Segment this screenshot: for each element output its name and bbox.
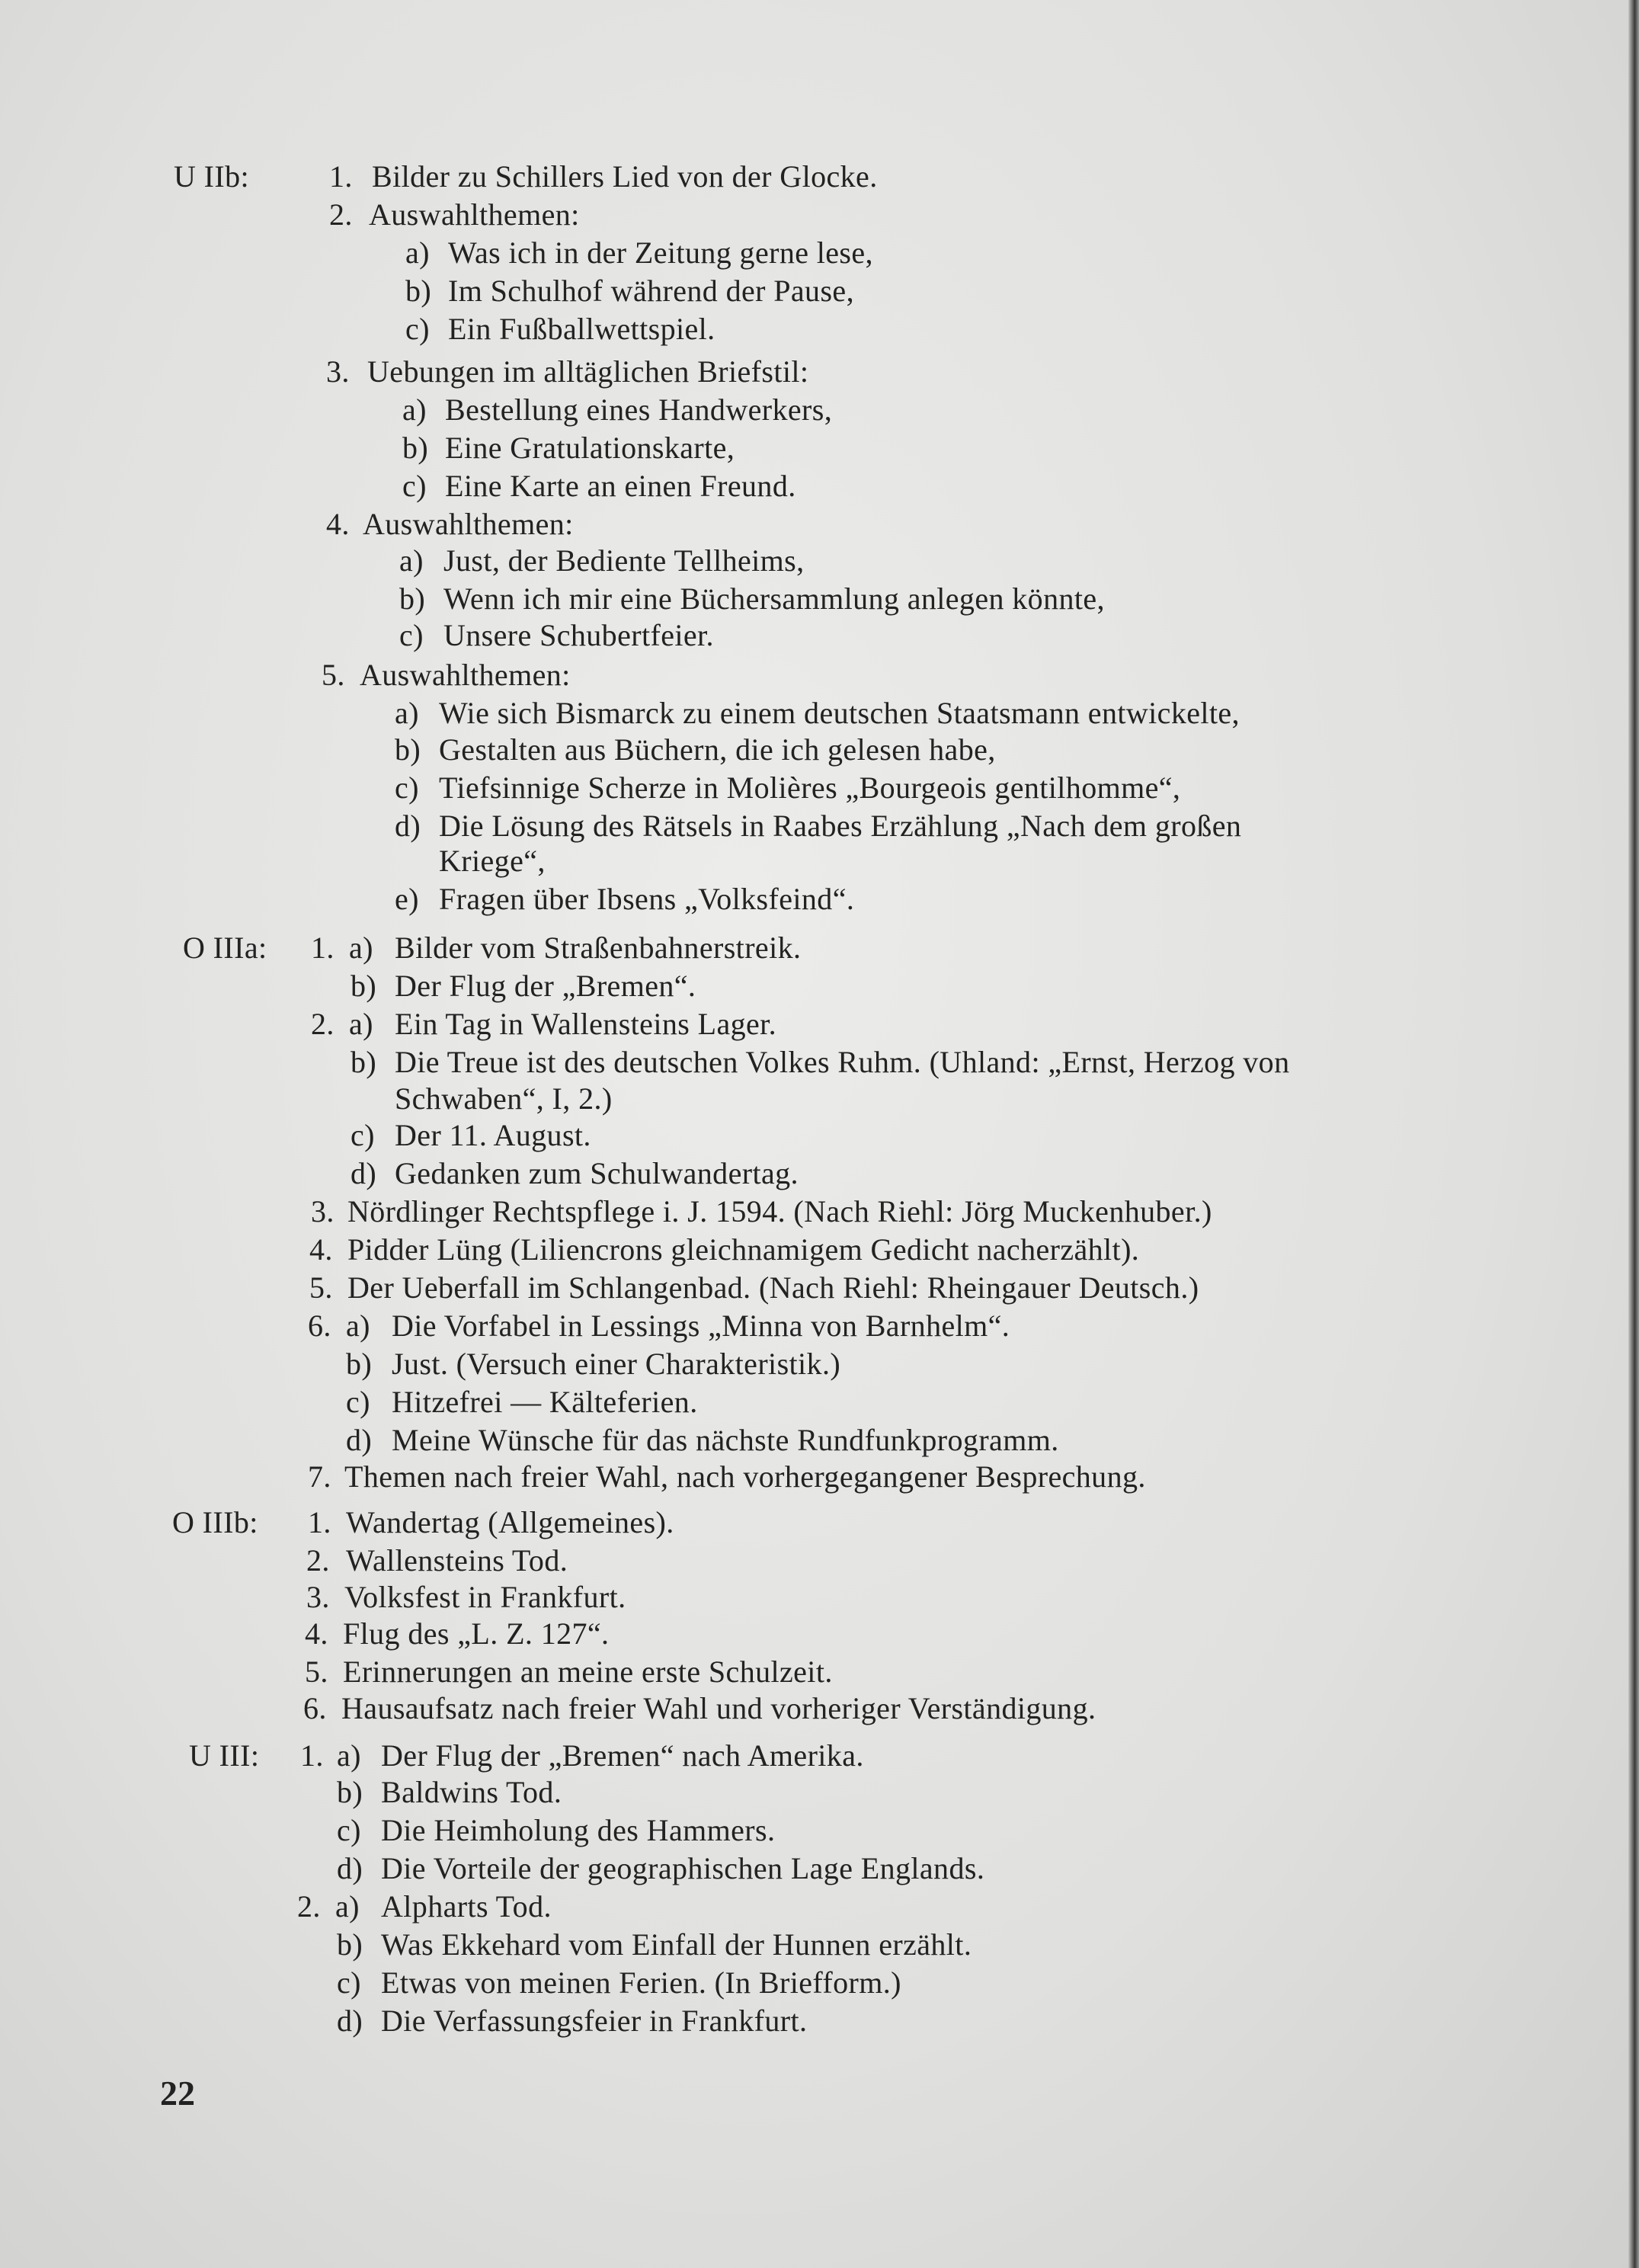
item-letter: d) <box>337 2004 363 2038</box>
class-label: U IIb: <box>174 159 250 194</box>
class-label: O IIIa: <box>183 931 267 965</box>
item-letter: b) <box>399 581 426 616</box>
item-text: Der Ueberfall im Schlangenbad. (Nach Riehl: Rheingauer Deutsch.) <box>347 1270 1199 1305</box>
item-text: Just, der Bediente Tellheims, <box>443 543 805 578</box>
item-letter: a) <box>335 1889 360 1924</box>
item-text: Wallensteins Tod. <box>346 1543 568 1578</box>
item-text: Der Flug der „Bremen“. <box>395 969 696 1003</box>
item-letter: c) <box>405 312 430 346</box>
item-letter: a) <box>405 235 430 270</box>
item-text: Baldwins Tod. <box>381 1775 562 1809</box>
item-number: 3. <box>311 1194 335 1228</box>
book-spine-shadow <box>1628 0 1639 2268</box>
item-number: 2. <box>329 197 353 232</box>
item-text: Die Vorteile der geographischen Lage Englands. <box>381 1851 985 1885</box>
item-text: Der Flug der „Bremen“ nach Amerika. <box>381 1738 864 1773</box>
class-label: O IIIb: <box>172 1505 258 1539</box>
item-text: Themen nach freier Wahl, nach vorhergegangener Besprechung. <box>344 1459 1146 1494</box>
item-number: 1. <box>311 931 335 965</box>
item-number: 1. <box>300 1738 324 1773</box>
item-text: Die Vorfabel in Lessings „Minna von Barnhelm“. <box>392 1309 1010 1343</box>
item-text: Die Treue ist des deutschen Volkes Ruhm. (Uhland: „Ernst, Herzog von <box>395 1045 1290 1079</box>
item-text: Fragen über Ibsens „Volksfeind“. <box>439 882 855 916</box>
item-letter: c) <box>402 469 427 503</box>
item-number: 4. <box>309 1232 333 1267</box>
item-text: Wie sich Bismarck zu einem deutschen Staatsmann entwickelte, <box>439 696 1240 730</box>
item-letter: a) <box>349 931 373 965</box>
item-text: Bilder vom Straßenbahnerstreik. <box>395 931 802 965</box>
item-letter: c) <box>337 1965 361 2000</box>
item-text: Eine Karte an einen Freund. <box>445 469 796 503</box>
item-text: Was Ekkehard vom Einfall der Hunnen erzählt. <box>381 1927 972 1962</box>
item-text: Uebungen im alltäglichen Briefstil: <box>367 354 809 389</box>
item-text: Gedanken zum Schulwandertag. <box>395 1156 799 1190</box>
item-number: 2. <box>306 1543 330 1578</box>
item-number: 2. <box>297 1889 321 1924</box>
item-text: Die Verfassungsfeier in Frankfurt. <box>381 2004 808 2038</box>
item-text: Auswahlthemen: <box>363 507 574 541</box>
item-text: Im Schulhof während der Pause, <box>448 274 854 308</box>
item-letter: d) <box>346 1423 373 1457</box>
item-text: Erinnerungen an meine erste Schulzeit. <box>343 1655 833 1689</box>
item-text: Wenn ich mir eine Büchersammlung anlegen könnte, <box>443 581 1105 616</box>
item-number: 1. <box>329 159 353 194</box>
item-text: Unsere Schubertfeier. <box>443 618 714 652</box>
item-text: Meine Wünsche für das nächste Rundfunkprogramm. <box>392 1423 1059 1457</box>
item-letter: c) <box>351 1118 375 1152</box>
item-letter: b) <box>346 1347 373 1381</box>
item-letter: a) <box>402 392 427 427</box>
item-text: Auswahlthemen: <box>369 197 580 232</box>
item-text: Kriege“, <box>439 844 546 878</box>
item-letter: e) <box>395 882 419 916</box>
item-letter: d) <box>351 1156 377 1190</box>
item-text: Auswahlthemen: <box>360 658 571 692</box>
item-text: Schwaben“, I, 2.) <box>395 1081 613 1116</box>
item-letter: a) <box>399 543 424 578</box>
item-letter: a) <box>337 1738 361 1773</box>
item-text: Bestellung eines Handwerkers, <box>445 392 833 427</box>
item-letter: b) <box>337 1927 363 1962</box>
item-letter: c) <box>346 1385 370 1419</box>
item-letter: b) <box>402 431 429 465</box>
item-number: 5. <box>309 1270 333 1305</box>
item-text: Eine Gratulationskarte, <box>445 431 735 465</box>
item-number: 5. <box>305 1655 328 1689</box>
item-text: Gestalten aus Büchern, die ich gelesen habe, <box>439 732 996 767</box>
item-number: 3. <box>306 1580 330 1614</box>
item-letter: b) <box>405 274 432 308</box>
item-text: Flug des „L. Z. 127“. <box>343 1616 610 1651</box>
item-number: 7. <box>308 1459 331 1494</box>
item-letter: d) <box>395 809 421 843</box>
class-label: U III: <box>189 1738 260 1773</box>
item-letter: b) <box>395 732 421 767</box>
item-text: Die Lösung des Rätsels in Raabes Erzählung „Nach dem großen <box>439 809 1242 843</box>
item-letter: a) <box>346 1309 370 1343</box>
item-letter: b) <box>337 1775 363 1809</box>
item-text: Nördlinger Rechtspflege i. J. 1594. (Nach Riehl: Jörg Muckenhuber.) <box>347 1194 1212 1228</box>
item-number: 6. <box>303 1691 327 1725</box>
item-number: 6. <box>308 1309 331 1343</box>
item-text: Etwas von meinen Ferien. (In Briefform.) <box>381 1965 901 2000</box>
item-text: Tiefsinnige Scherze in Molières „Bourgeois gentilhomme“, <box>439 770 1181 805</box>
item-text: Just. (Versuch einer Charakteristik.) <box>392 1347 841 1381</box>
item-text: Ein Fußballwettspiel. <box>448 312 715 346</box>
item-text: Wandertag (Allgemeines). <box>346 1505 674 1539</box>
item-text: Pidder Lüng (Liliencrons gleichnamigem Gedicht nacherzählt). <box>347 1232 1140 1267</box>
item-number: 1. <box>308 1505 331 1539</box>
item-text: Ein Tag in Wallensteins Lager. <box>395 1007 777 1041</box>
item-letter: a) <box>395 696 419 730</box>
page-number: 22 <box>160 2074 195 2113</box>
item-text: Volksfest in Frankfurt. <box>344 1580 626 1614</box>
item-text: Hitzefrei — Kälteferien. <box>392 1385 698 1419</box>
item-letter: d) <box>337 1851 363 1885</box>
item-text: Alpharts Tod. <box>381 1889 552 1924</box>
item-text: Was ich in der Zeitung gerne lese, <box>448 235 873 270</box>
item-number: 4. <box>305 1616 328 1651</box>
item-text: Bilder zu Schillers Lied von der Glocke. <box>372 159 878 194</box>
item-number: 3. <box>326 354 350 389</box>
item-letter: c) <box>399 618 424 652</box>
item-text: Der 11. August. <box>395 1118 591 1152</box>
item-letter: c) <box>337 1813 361 1847</box>
item-letter: b) <box>351 1045 377 1079</box>
item-letter: a) <box>349 1007 373 1041</box>
item-letter: b) <box>351 969 377 1003</box>
item-letter: c) <box>395 770 419 805</box>
item-number: 4. <box>326 507 350 541</box>
item-number: 2. <box>311 1007 335 1041</box>
item-number: 5. <box>322 658 345 692</box>
item-text: Die Heimholung des Hammers. <box>381 1813 776 1847</box>
item-text: Hausaufsatz nach freier Wahl und vorheriger Verständigung. <box>341 1691 1096 1725</box>
